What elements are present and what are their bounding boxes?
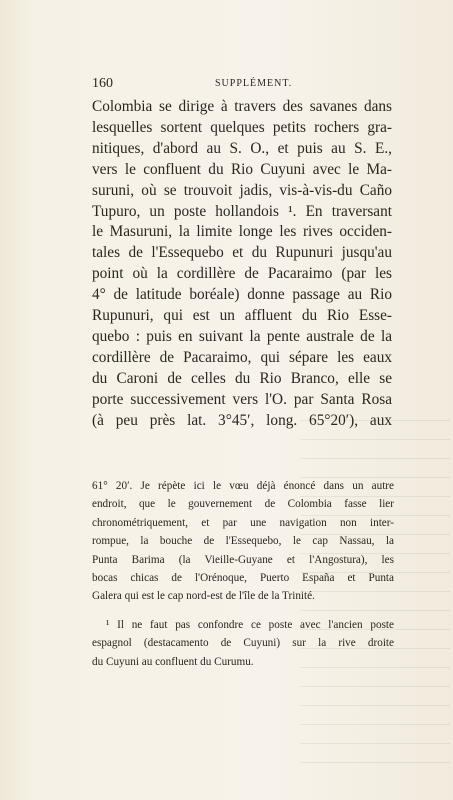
text-line: cordillère de Pacaraimo, qui sépare les eaux: [92, 348, 392, 366]
footnote-1-line: ¹ Il ne faut pas confondre ce poste avec l'ancien poste: [106, 618, 394, 631]
text-line: tales de l'Essequebo et du Rupunuri jusqu'au: [92, 244, 392, 262]
text-line: porte successivement vers l'O. par Santa Rosa: [92, 390, 392, 408]
text-line: 4° de latitude boréale) donne passage au Rio: [92, 286, 392, 304]
footnotes: [92, 477, 394, 671]
text-line: point où la cordillère de Pacaraimo (par les: [92, 265, 392, 283]
footnote-1-line: du Cuyuni au confluent du Curumu.: [92, 655, 254, 668]
footnote-line: 61° 20′. Je répète ici le vœu déjà énoncé dans un autre: [92, 480, 394, 492]
footnote-line: rompue, la bouche de l'Essequebo, le cap Nassau, la: [92, 535, 394, 548]
footnote-line: Punta Barima (la Vieille-Guyane et l'Angostura), les: [92, 553, 394, 566]
page-number: 160: [92, 76, 113, 91]
footnote-line: endroit, que le gouvernement de Colombia fasse lier: [92, 498, 394, 511]
running-head: SUPPLÉMENT.: [215, 78, 293, 89]
text-line: Rupunuri, qui est un affluent du Rio Esse-: [92, 307, 392, 325]
footnote-line: bocas chicas de l'Orénoque, Puerto España et Punta: [92, 572, 394, 585]
text-line: du Caroni de celles du Rio Branco, elle se: [92, 369, 392, 387]
text-line: quebo : puis en suivant la pente australe de la: [92, 327, 392, 345]
text-line: le Masuruni, la limite longe les rives occiden-: [92, 223, 392, 241]
text-line: lesquelles sortent quelques petits rochers gra-: [92, 118, 392, 136]
footnote-line: Galera qui est le cap nord-est de l'île de la Trinité.: [92, 590, 315, 603]
main-text: [92, 97, 392, 432]
text-line: Colombia se dirige à travers des savanes dans: [92, 98, 392, 115]
text-line: suruni, où se trouvoit jadis, vis-à-vis-du Caño: [92, 181, 392, 199]
text-line: vers le confluent du Rio Cuyuni avec le Ma-: [92, 160, 392, 178]
footnote-1-line: espagnol (destacamento de Cuyuni) sur la rive droite: [92, 637, 394, 650]
text-line: nitiques, d'abord au S. O., et puis au S. E.,: [92, 139, 392, 157]
footnote-line: chronométriquement, et par une navigation non inter-: [92, 516, 394, 529]
text-line: (à peu près lat. 3°45′, long. 65°20′), aux: [92, 411, 392, 429]
text-line: Tupuro, un poste hollandois ¹. En traversant: [92, 202, 392, 220]
